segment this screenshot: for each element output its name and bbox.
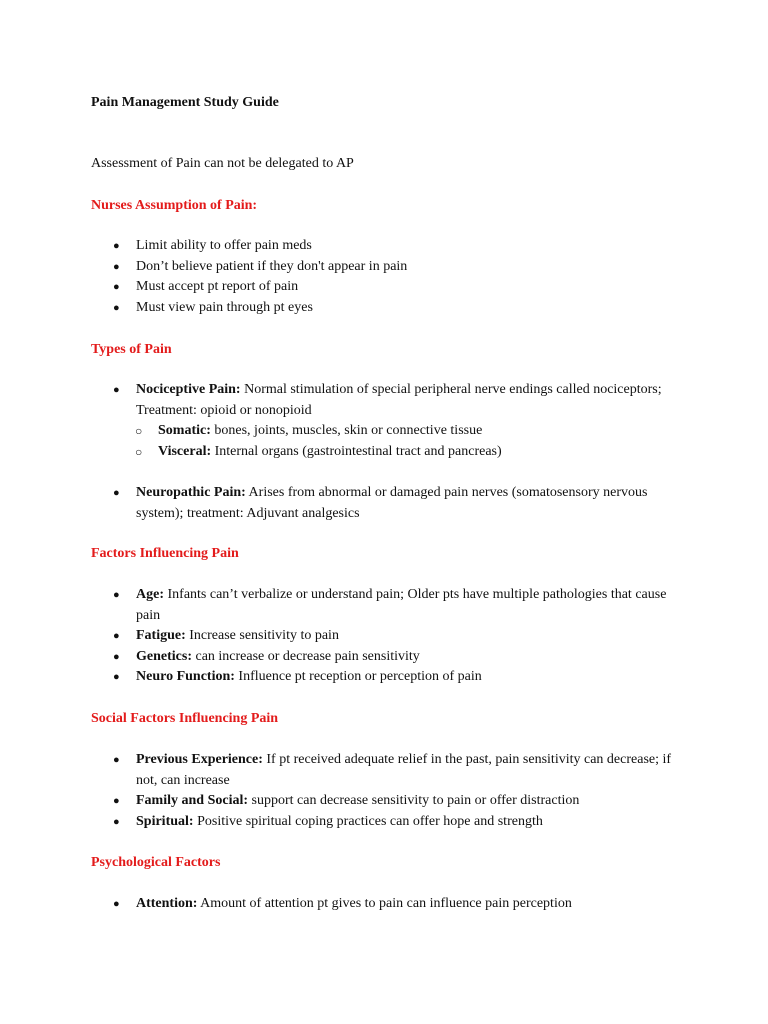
- term-label: Spiritual:: [136, 813, 194, 829]
- term-description: support can decrease sensitivity to pain or offer distraction: [248, 793, 580, 808]
- list-item-text: Must accept pt report of pain: [136, 279, 299, 294]
- term-description: If pt received adequate relief in the past, pain sensitivity can decrease; if not, can increase: [136, 752, 672, 788]
- list-item-text: Limit ability to offer pain meds: [136, 238, 312, 253]
- page-title: Pain Management Study Guide: [91, 95, 279, 110]
- hollow-bullet-icon: ○: [135, 444, 143, 459]
- term-label: Genetics:: [136, 648, 192, 664]
- factors-influencing-list: [113, 585, 693, 688]
- term-description: bones, joints, muscles, skin or connective tissue: [210, 423, 483, 438]
- bullet-icon: ●: [113, 650, 120, 663]
- list-item: [113, 812, 693, 833]
- bullet-icon: ●: [113, 671, 120, 683]
- list-item: [113, 277, 693, 298]
- bullet-icon: ●: [113, 260, 120, 273]
- list-item: [113, 236, 693, 257]
- sublist-item: [113, 421, 693, 442]
- list-item-nociceptive: [113, 380, 693, 462]
- term-description: Arises from abnormal or damaged pain nerves (somatosensory nervous system); treatment: Adjuvant analgesics: [136, 485, 648, 521]
- list-item: [113, 257, 693, 278]
- bullet-icon: ●: [113, 898, 120, 910]
- list-item-neuropathic: [113, 483, 693, 524]
- section-heading-types-of-pain: Types of Pain: [91, 342, 172, 357]
- sublist-item: [113, 442, 693, 463]
- term-description: Increase sensitivity to pain: [185, 628, 339, 643]
- list-item: [113, 667, 693, 688]
- list-item: [113, 647, 693, 668]
- term-label: Fatigue:: [136, 628, 186, 643]
- intro-text: Assessment of Pain can not be delegated to AP: [91, 156, 354, 171]
- list-item: [113, 298, 693, 319]
- list-item: [113, 894, 693, 915]
- social-factors-list: [113, 750, 693, 832]
- section-heading-social-factors: Social Factors Influencing Pain: [91, 711, 279, 726]
- bullet-icon: ●: [113, 795, 120, 807]
- term-label: Family and Social:: [136, 793, 249, 808]
- term-label: Age:: [136, 587, 164, 602]
- list-item: [113, 626, 693, 647]
- term-description: can increase or decrease pain sensitivity: [191, 648, 420, 664]
- term-label: Previous Experience:: [136, 752, 263, 767]
- term-description: Internal organs (gastrointestinal tract and pancreas): [211, 443, 502, 459]
- term-description: Amount of attention pt gives to pain can influence pain perception: [197, 896, 572, 911]
- list-item-text: Must view pain through pt eyes: [136, 299, 313, 315]
- bullet-icon: ●: [113, 301, 120, 314]
- section-heading-factors-influencing-pain: Factors Influencing Pain: [91, 546, 239, 561]
- term-label: Neuro Function:: [136, 669, 235, 684]
- term-label: Somatic:: [158, 423, 211, 438]
- term-label: Attention:: [136, 896, 198, 911]
- hollow-bullet-icon: ○: [135, 424, 143, 438]
- bullet-icon: ●: [113, 815, 120, 828]
- bullet-icon: ●: [113, 630, 120, 642]
- list-item: [113, 585, 693, 626]
- term-label: Nociceptive Pain:: [136, 382, 241, 397]
- bullet-icon: ●: [113, 281, 120, 293]
- section-heading-psychological-factors: Psychological Factors: [91, 855, 221, 870]
- bullet-icon: ●: [113, 487, 120, 499]
- bullet-icon: ●: [113, 240, 120, 252]
- psychological-factors-list: [113, 894, 693, 915]
- nurses-assumption-list: [113, 236, 693, 318]
- section-heading-nurses-assumption: Nurses Assumption of Pain:: [91, 198, 258, 213]
- bullet-icon: ●: [113, 384, 120, 396]
- term-description: Infants can’t verbalize or understand pain; Older pts have multiple pathologies that cause pain: [136, 587, 667, 623]
- term-description: Normal stimulation of special peripheral nerve endings called nociceptors; Treatment: opioid or nonopioid: [136, 382, 662, 418]
- term-label: Visceral:: [158, 443, 212, 459]
- term-description: Influence pt reception or perception of pain: [234, 669, 482, 684]
- list-item: [113, 750, 693, 791]
- nociceptive-sublist: [113, 421, 693, 462]
- bullet-icon: ●: [113, 754, 120, 766]
- bullet-icon: ●: [113, 589, 120, 601]
- types-of-pain-list: [113, 380, 693, 462]
- list-item-text: Don’t believe patient if they don't appear in pain: [136, 258, 408, 274]
- list-item: [113, 791, 693, 812]
- term-description: Positive spiritual coping practices can offer hope and strength: [193, 813, 543, 829]
- types-of-pain-list-2: [113, 483, 693, 524]
- term-label: Neuropathic Pain:: [136, 485, 246, 500]
